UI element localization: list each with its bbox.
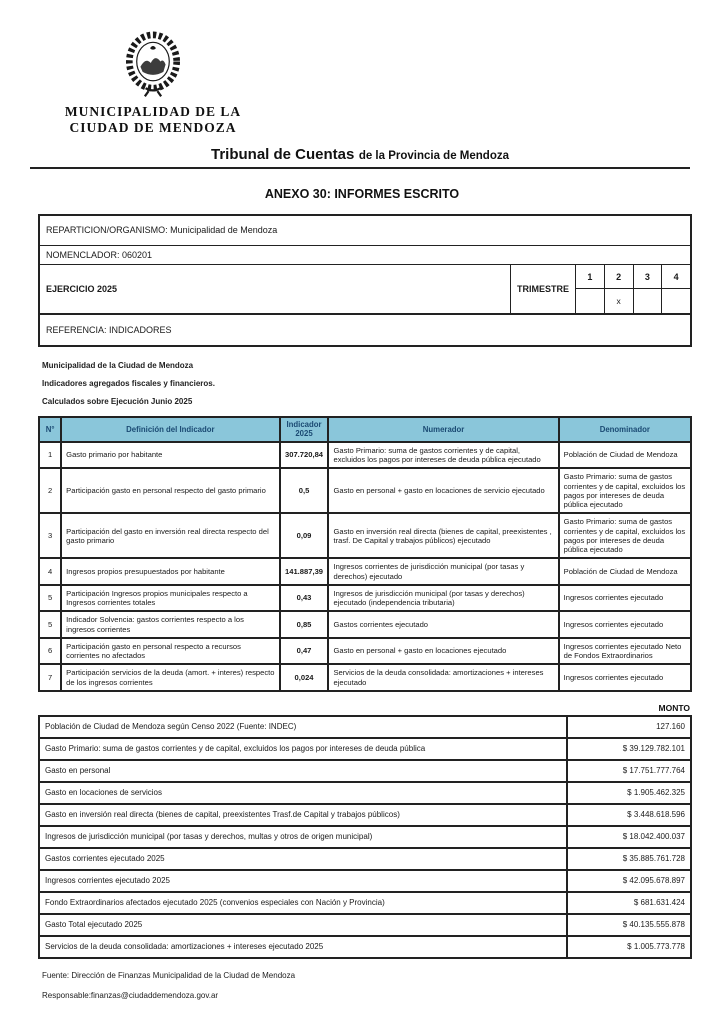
indicator-denominator: Población de Ciudad de Mendoza [559, 558, 691, 585]
trimestre-number: 2 [605, 265, 633, 290]
indicator-denominator: Población de Ciudad de Mendoza [559, 442, 691, 469]
fuente-line: Fuente: Dirección de Finanzas Municipalidad de la Ciudad de Mendoza [42, 970, 296, 980]
monto-concept: Gasto en locaciones de servicios [39, 782, 567, 804]
indicator-value: 0,47 [280, 638, 329, 665]
monto-concept: Gasto en inversión real directa (bienes de capital, preexistentes Trasf.de Capital y trabajos públicos) [39, 804, 567, 826]
note-line: Indicadores agregados fiscales y financieros. [42, 378, 215, 388]
indicator-number: 5 [39, 585, 61, 612]
table-row [39, 638, 691, 665]
monto-concept: Gasto Total ejecutado 2025 [39, 914, 567, 936]
monto-amount: $ 1.905.462.325 [567, 782, 691, 804]
table-row [39, 664, 691, 691]
monto-concept: Servicios de la deuda consolidada: amortizaciones + intereses ejecutado 2025 [39, 936, 567, 958]
indicator-definition: Indicador Solvencia: gastos corrientes respecto a los ingresos corrientes [61, 611, 279, 638]
tribunal-subtitle: de la Provincia de Mendoza [358, 149, 509, 162]
note-line: Municipalidad de la Ciudad de Mendoza [42, 360, 194, 370]
trimestre-grid [575, 265, 690, 313]
monto-column-header: MONTO [658, 702, 690, 713]
trimestre-mark [634, 289, 662, 313]
indicator-denominator: Ingresos corrientes ejecutado [559, 611, 691, 638]
trimestre-column [575, 265, 604, 313]
indicator-definition: Participación gasto en personal respecto a recursos corrientes no afectados [61, 638, 279, 665]
indicator-number: 7 [39, 664, 61, 691]
indicator-numerator: Gasto en personal + gasto en locaciones de servicio ejecutado [328, 468, 558, 513]
monto-amount: $ 35.885.761.728 [567, 848, 691, 870]
indicator-value: 0,09 [280, 513, 329, 558]
org-name-line2: CIUDAD DE MENDOZA [69, 119, 237, 135]
indicator-number: 3 [39, 513, 61, 558]
trimestre-column [661, 265, 690, 313]
notes-block [42, 361, 724, 406]
indicator-definition: Ingresos propios presupuestados por habitante [61, 558, 279, 585]
trimestre-column [633, 265, 662, 313]
monto-amount: $ 18.042.400.037 [567, 826, 691, 848]
monto-amount: $ 681.631.424 [567, 892, 691, 914]
ejercicio-row [40, 265, 690, 315]
indicator-denominator: Gasto Primario: suma de gastos corrientes y de capital, excluidos los pagos por intereses de deuda pública ejecutado [559, 513, 691, 558]
header-logo-block [58, 0, 248, 136]
indicator-numerator: Gasto en personal + gasto en locaciones ejecutado [328, 638, 558, 665]
table-row [39, 782, 691, 804]
nomenclador-label: NOMENCLADOR: 060201 [46, 249, 153, 260]
monto-amount: $ 1.005.773.778 [567, 936, 691, 958]
table-row [39, 760, 691, 782]
table-row [39, 442, 691, 469]
indicator-value: 0,024 [280, 664, 329, 691]
indicator-denominator: Ingresos corrientes ejecutado [559, 664, 691, 691]
monto-amount: $ 40.135.555.878 [567, 914, 691, 936]
trimestre-number: 4 [662, 265, 690, 290]
table-row [39, 870, 691, 892]
trimestre-number: 1 [576, 265, 604, 290]
header-denominador: Denominador [559, 417, 691, 442]
table-row [39, 513, 691, 558]
monto-amount: $ 39.129.782.101 [567, 738, 691, 760]
monto-concept: Fondo Extraordinarios afectados ejecutado 2025 (convenios especiales con Nación y Provincia) [39, 892, 567, 914]
indicator-value: 0,85 [280, 611, 329, 638]
header-n: N° [39, 417, 61, 442]
table-row [39, 804, 691, 826]
trimestre-column [604, 265, 633, 313]
table-row [39, 848, 691, 870]
table-row [39, 826, 691, 848]
monto-concept: Gasto en personal [39, 760, 567, 782]
trimestre-label: TRIMESTRE [510, 265, 575, 313]
indicator-number: 6 [39, 638, 61, 665]
indicator-number: 5 [39, 611, 61, 638]
indicator-definition: Participación Ingresos propios municipales respecto a Ingresos corrientes totales [61, 585, 279, 612]
table-row [39, 716, 691, 738]
tribunal-title: Tribunal de Cuentas [211, 145, 355, 163]
monto-table-body [39, 716, 691, 958]
monto-concept: Gasto Primario: suma de gastos corrientes y de capital, excluidos los pagos por intereses de deuda pública [39, 738, 567, 760]
monto-amount: $ 42.095.678.897 [567, 870, 691, 892]
indicators-table-header [39, 417, 691, 442]
table-row [39, 611, 691, 638]
table-row [39, 468, 691, 513]
indicator-denominator: Ingresos corrientes ejecutado Neto de Fondos Extraordinarios [559, 638, 691, 665]
monto-amount: 127.160 [567, 716, 691, 738]
monto-concept: Gastos corrientes ejecutado 2025 [39, 848, 567, 870]
tribunal-header [30, 146, 690, 169]
indicator-definition: Participación gasto en personal respecto del gasto primario [61, 468, 279, 513]
indicators-table [38, 416, 692, 692]
indicator-number: 4 [39, 558, 61, 585]
indicator-value: 0,5 [280, 468, 329, 513]
indicator-value: 307.720,84 [280, 442, 329, 469]
monto-table [38, 715, 692, 959]
ejercicio-label: EJERCICIO 2025 [46, 283, 118, 294]
monto-concept: Ingresos de jurisdicción municipal (por tasas y derechos, multas y otros de origen municipal) [39, 826, 567, 848]
reparticion-row [40, 216, 690, 246]
indicators-table-body [39, 442, 691, 691]
nomenclador-row [40, 246, 690, 265]
indicator-number: 2 [39, 468, 61, 513]
org-name-line1: MUNICIPALIDAD DE LA [64, 104, 242, 119]
indicator-numerator: Ingresos de jurisdicción municipal (por tasas y derechos) ejecutado (independencia tributaria) [328, 585, 558, 612]
indicator-numerator: Servicios de la deuda consolidada: amortizaciones + intereses ejecutado [328, 664, 558, 691]
trimestre-number: 3 [634, 265, 662, 290]
footer-block [42, 971, 724, 1000]
header-numerador: Numerador [328, 417, 558, 442]
monto-amount: $ 17.751.777.764 [567, 760, 691, 782]
page-title: ANEXO 30: INFORMES ESCRITO [264, 186, 460, 201]
indicator-denominator: Gasto Primario: suma de gastos corrientes y de capital, excluidos los pagos por intereses de deuda pública ejecutado [559, 468, 691, 513]
header-definicion: Definición del Indicador [61, 417, 279, 442]
trimestre-mark: x [616, 296, 621, 307]
indicator-numerator: Gasto Primario: suma de gastos corrientes y de capital, excluidos los pagos por intereses de deuda pública ejecutado [328, 442, 558, 469]
note-line: Calculados sobre Ejecución Junio 2025 [42, 396, 193, 406]
indicator-value: 0,43 [280, 585, 329, 612]
table-row [39, 558, 691, 585]
table-row [39, 738, 691, 760]
indicator-numerator: Gastos corrientes ejecutado [328, 611, 558, 638]
referencia-label: REFERENCIA: INDICADORES [46, 324, 172, 335]
responsable-line: Responsable:finanzas@ciudaddemendoza.gov.ar [42, 990, 219, 1000]
table-row [39, 892, 691, 914]
referencia-row [40, 315, 690, 345]
info-box [38, 214, 692, 347]
municipal-coat-of-arms-icon [116, 26, 190, 100]
table-row [39, 914, 691, 936]
indicator-definition: Participación del gasto en inversión real directa respecto del gasto primario [61, 513, 279, 558]
table-row [39, 936, 691, 958]
monto-amount: $ 3.448.618.596 [567, 804, 691, 826]
monto-concept: Población de Ciudad de Mendoza según Censo 2022 (Fuente: INDEC) [39, 716, 567, 738]
indicator-definition: Gasto primario por habitante [61, 442, 279, 469]
indicator-value: 141.887,39 [280, 558, 329, 585]
indicator-number: 1 [39, 442, 61, 469]
reparticion-label: REPARTICION/ORGANISMO: Municipalidad de Mendoza [46, 225, 278, 236]
indicator-denominator: Ingresos corrientes ejecutado [559, 585, 691, 612]
indicator-numerator: Gasto en inversión real directa (bienes de capital, preexistentes , trasf. De Capital y trabajos públicos) ejecutado [328, 513, 558, 558]
table-row [39, 585, 691, 612]
monto-concept: Ingresos corrientes ejecutado 2025 [39, 870, 567, 892]
trimestre-mark [662, 289, 690, 313]
indicator-numerator: Ingresos corrientes de jurisdicción municipal (por tasas y derechos) ejecutado [328, 558, 558, 585]
indicator-definition: Participación servicios de la deuda (amort. + interes) respecto de los ingresos corrientes [61, 664, 279, 691]
header-valor: Indicador 2025 [280, 417, 329, 442]
trimestre-mark [576, 289, 604, 313]
